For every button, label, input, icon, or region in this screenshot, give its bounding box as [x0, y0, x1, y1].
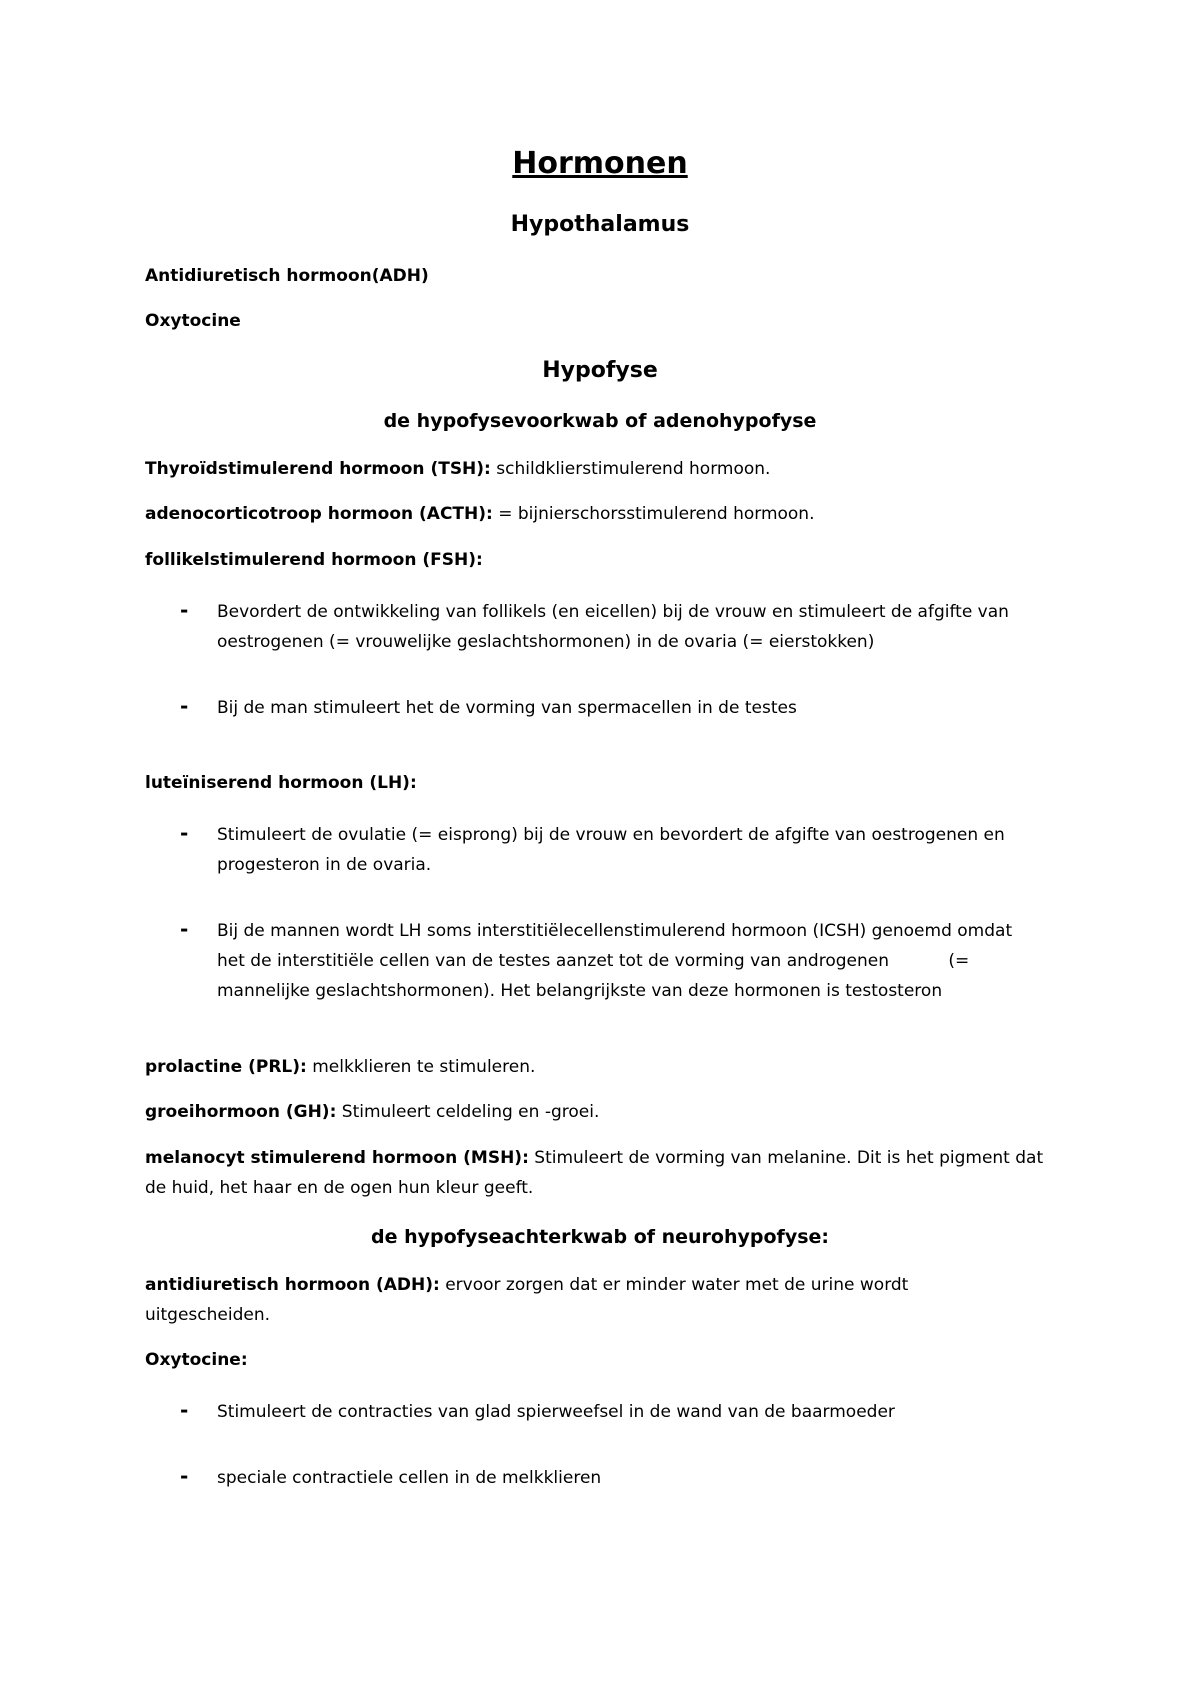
bullet-marker: -: [180, 1464, 189, 1488]
lh-bullet-2-line-3: mannelijke geslachtshormonen). Het belangrijkste van deze hormonen is testosteron: [217, 981, 943, 1001]
entry-oxytocine-label: Oxytocine:: [145, 1350, 248, 1370]
entry-msh-text: Stimuleert de vorming van melanine. Dit is het pigment dat: [528, 1148, 1044, 1168]
entry-msh-label: melanocyt stimulerend hormoon (MSH):: [145, 1148, 529, 1168]
entry-msh: [145, 1148, 1043, 1168]
entry-tsh-text: schildklierstimulerend hormoon.: [490, 459, 771, 479]
document-title: Hormonen: [512, 146, 688, 181]
lh-bullet-2-line-1: Bij de mannen wordt LH soms interstitiëlecellenstimulerend hormoon (ICSH) genoemd omdat: [217, 921, 1013, 941]
entry-prl-text: melkklieren te stimuleren.: [306, 1057, 536, 1077]
lh-bullet-1-line-1: Stimuleert de ovulatie (= eisprong) bij de vrouw en bevordert de afgifte van oestrogenen en: [217, 825, 1005, 845]
entry-gh-label: groeihormoon (GH):: [145, 1102, 337, 1122]
entry-msh-text-continued: de huid, het haar en de ogen hun kleur geeft.: [145, 1178, 534, 1198]
bullet-marker: -: [180, 1398, 189, 1422]
fsh-bullet-1-line-2: oestrogenen (= vrouwelijke geslachtshormonen) in de ovaria (= eierstokken): [217, 632, 875, 652]
heading-hypothalamus: Hypothalamus: [510, 212, 690, 237]
entry-acth: [145, 504, 814, 524]
bullet-marker: -: [180, 694, 189, 718]
entry-acth-label: adenocorticotroop hormoon (ACTH):: [145, 504, 493, 524]
bullet-marker: -: [180, 598, 189, 622]
entry-adh-text: ervoor zorgen dat er minder water met de urine wordt: [439, 1275, 909, 1295]
entry-tsh-label: Thyroïdstimulerend hormoon (TSH):: [145, 459, 491, 479]
bullet-marker: -: [180, 917, 189, 941]
hypothalamus-item-adh: Antidiuretisch hormoon(ADH): [145, 266, 429, 286]
heading-voorkwab: de hypofysevoorkwab of adenohypofyse: [383, 410, 817, 432]
lh-bullet-1-line-2: progesteron in de ovaria.: [217, 855, 432, 875]
fsh-bullet-2-line-1: Bij de man stimuleert het de vorming van spermacellen in de testes: [217, 698, 797, 718]
entry-fsh-label: follikelstimulerend hormoon (FSH):: [145, 550, 483, 570]
hypothalamus-item-oxytocine: Oxytocine: [145, 311, 241, 331]
entry-gh-text: Stimuleert celdeling en -groei.: [336, 1102, 600, 1122]
entry-lh-label: luteïniserend hormoon (LH):: [145, 773, 417, 793]
entry-prl-label: prolactine (PRL):: [145, 1057, 307, 1077]
bullet-marker: -: [180, 821, 189, 845]
entry-acth-text: = bijnierschorsstimulerend hormoon.: [492, 504, 815, 524]
heading-achterkwab: de hypofyseachterkwab of neurohypofyse:: [371, 1226, 829, 1248]
entry-gh: [145, 1102, 599, 1122]
entry-adh-label: antidiuretisch hormoon (ADH):: [145, 1275, 440, 1295]
lh-bullet-2-line-2: het de interstitiële cellen van de testes aanzet tot de vorming van androgenen (=: [217, 951, 970, 971]
entry-adh-text-continued: uitgescheiden.: [145, 1305, 271, 1325]
entry-tsh: [145, 459, 770, 479]
fsh-bullet-1-line-1: Bevordert de ontwikkeling van follikels (en eicellen) bij de vrouw en stimuleert de afgifte van: [217, 602, 1009, 622]
entry-adh: [145, 1275, 908, 1295]
entry-prl: [145, 1057, 535, 1077]
oxytocine-bullet-2: speciale contractiele cellen in de melkklieren: [217, 1468, 602, 1488]
heading-hypofyse: Hypofyse: [542, 358, 658, 383]
oxytocine-bullet-1: Stimuleert de contracties van glad spierweefsel in de wand van de baarmoeder: [217, 1402, 895, 1422]
